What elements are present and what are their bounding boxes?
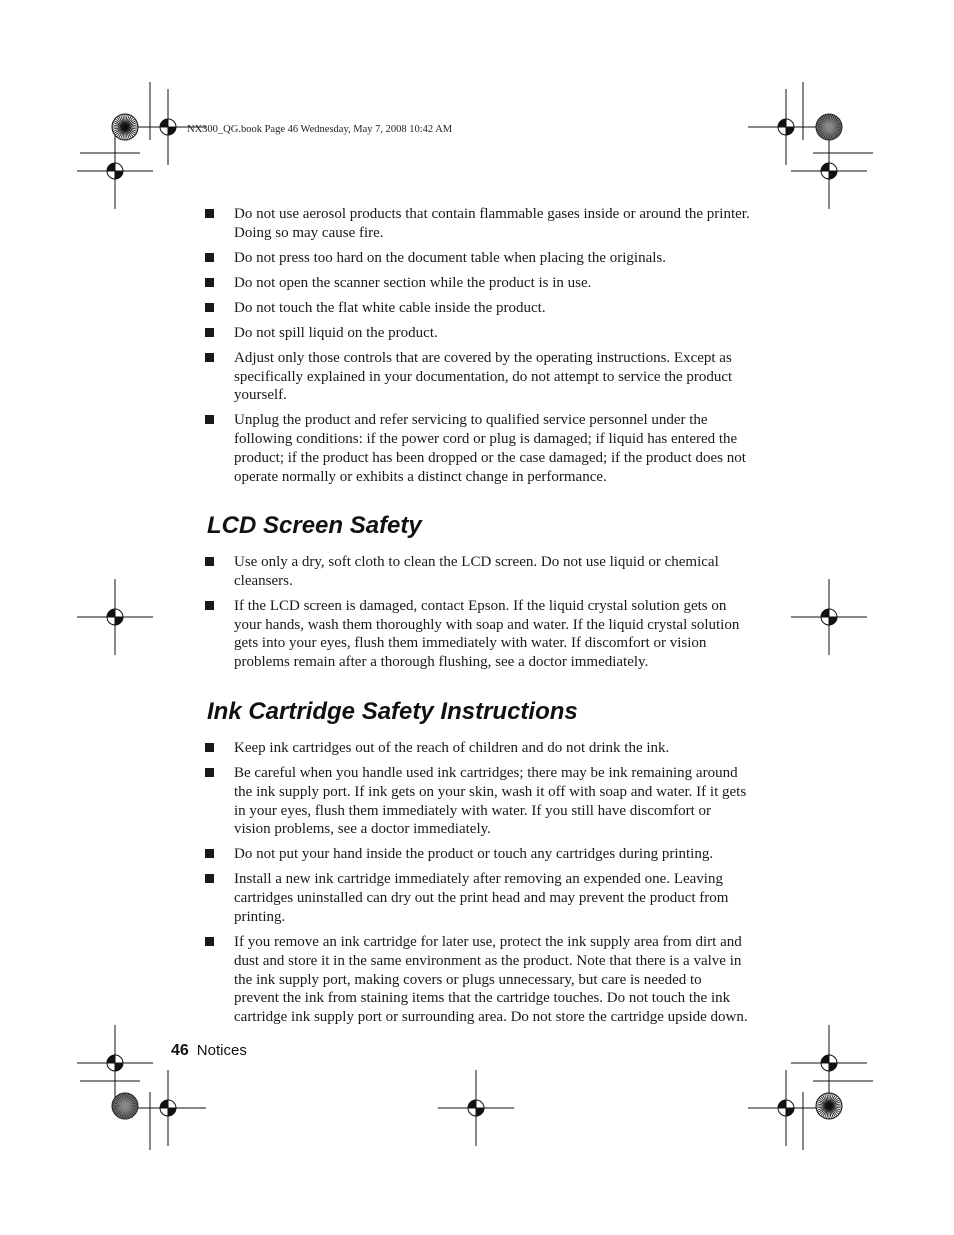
- crosshair-icon: [791, 579, 867, 655]
- slug-line: NX300_QG.book Page 46 Wednesday, May 7, 2008 10:42 AM: [187, 124, 453, 135]
- square-bullet-icon: [205, 253, 214, 262]
- bullet-item: [205, 597, 750, 672]
- bullet-text: Do not use aerosol products that contain flammable gases inside or around the printer. Doing so may cause fire.: [234, 206, 750, 241]
- bullet-text: Install a new ink cartridge immediately after removing an expended one. Leaving cartridges uninstalled can dry out the print head and may prevent the product from printing.: [234, 871, 729, 925]
- crosshair-icon: [791, 133, 867, 209]
- bullet-item: [205, 249, 750, 268]
- bullet-item: [205, 933, 750, 1027]
- crosshair-icon: [748, 89, 824, 165]
- bullet-text: If the LCD screen is damaged, contact Epson. If the liquid crystal solution gets on your hands, wash them thoroughly with soap and water. If the liquid crystal solution gets into your eyes, flush them immediately with water. If discomfort or vision problems remain after a thorough flushing, see a doctor immediately.: [234, 597, 740, 671]
- square-bullet-icon: [205, 209, 214, 218]
- crosshair-icon: [130, 1070, 206, 1146]
- bullet-text: Use only a dry, soft cloth to clean the LCD screen. Do not use liquid or chemical cleansers.: [234, 554, 719, 589]
- lcd-bullet-list: [205, 553, 750, 678]
- square-bullet-icon: [205, 303, 214, 312]
- bullet-text: If you remove an ink cartridge for later use, protect the ink supply area from dirt and dust and store it in the same environment as the product. Note that there is a valve in the ink supply port, making covers or plugs unnecessary, but care is needed to prevent the ink from staining items that the cartridge touches. Do not touch the ink cartridge ink supply port or surrounding area. Do not store the cartridge upside down.: [234, 933, 748, 1026]
- bullet-text: Do not touch the flat white cable inside the product.: [234, 299, 546, 316]
- page-footer: [171, 1042, 247, 1060]
- bullet-text: Keep ink cartridges out of the reach of children and do not drink the ink.: [234, 740, 670, 756]
- ink-section-heading: Ink Cartridge Safety Instructions: [207, 698, 578, 725]
- footer-section-name: Notices: [196, 1042, 247, 1059]
- page-number: 46: [171, 1042, 189, 1059]
- square-bullet-icon: [205, 937, 214, 946]
- bullet-item: [205, 324, 750, 343]
- bullet-item: [205, 205, 750, 243]
- bullet-item: [205, 739, 750, 758]
- starburst-icon: [112, 114, 138, 140]
- square-bullet-icon: [205, 353, 214, 362]
- square-bullet-icon: [205, 601, 214, 610]
- square-bullet-icon: [205, 278, 214, 287]
- crosshair-icon: [791, 1025, 867, 1101]
- bullet-item: [205, 349, 750, 405]
- bullet-item: [205, 553, 750, 591]
- starburst-icon: [816, 1093, 842, 1119]
- lcd-section-heading: LCD Screen Safety: [207, 512, 422, 539]
- crosshair-icon: [77, 1025, 153, 1101]
- bullet-text: Do not press too hard on the document table when placing the originals.: [234, 249, 666, 266]
- bullet-text: Do not spill liquid on the product.: [234, 324, 438, 341]
- square-bullet-icon: [205, 557, 214, 566]
- starburst-icon: [112, 1093, 138, 1119]
- starburst-icon: [816, 114, 842, 140]
- bullet-item: [205, 299, 750, 318]
- bullet-text: Unplug the product and refer servicing to qualified service personnel under the following conditions: if the power cord or plug is damaged; if liquid has entered the product; if the product has been dropped or the case damaged; if the product does not operate normally or exhibits a distinct change in performance.: [234, 412, 746, 485]
- intro-bullet-list: [205, 205, 750, 493]
- bullet-item: [205, 764, 750, 839]
- square-bullet-icon: [205, 849, 214, 858]
- bullet-item: [205, 411, 750, 486]
- square-bullet-icon: [205, 768, 214, 777]
- square-bullet-icon: [205, 415, 214, 424]
- ink-bullet-list: [205, 739, 750, 1033]
- crosshair-icon: [748, 1070, 824, 1146]
- square-bullet-icon: [205, 743, 214, 752]
- bullet-text: Do not put your hand inside the product or touch any cartridges during printing.: [234, 846, 714, 863]
- crosshair-icon: [77, 579, 153, 655]
- bullet-text: Adjust only those controls that are covered by the operating instructions. Except as specifically explained in your documentation, do not attempt to service the product yourself.: [234, 349, 733, 404]
- square-bullet-icon: [205, 328, 214, 337]
- crosshair-icon: [77, 133, 153, 209]
- bullet-text: Do not open the scanner section while the product is in use.: [234, 274, 592, 291]
- bullet-item: [205, 870, 750, 926]
- crosshair-icon: [438, 1070, 514, 1146]
- bullet-text: Be careful when you handle used ink cartridges; there may be ink remaining around the ink supply port. If ink gets on your skin, wash it off with soap and water. If it gets in your eyes, flush them immediately with water. If you still have discomfort or vision problems, see a doctor immediately.: [234, 764, 747, 838]
- bullet-item: [205, 274, 750, 293]
- bullet-item: [205, 845, 750, 864]
- square-bullet-icon: [205, 874, 214, 883]
